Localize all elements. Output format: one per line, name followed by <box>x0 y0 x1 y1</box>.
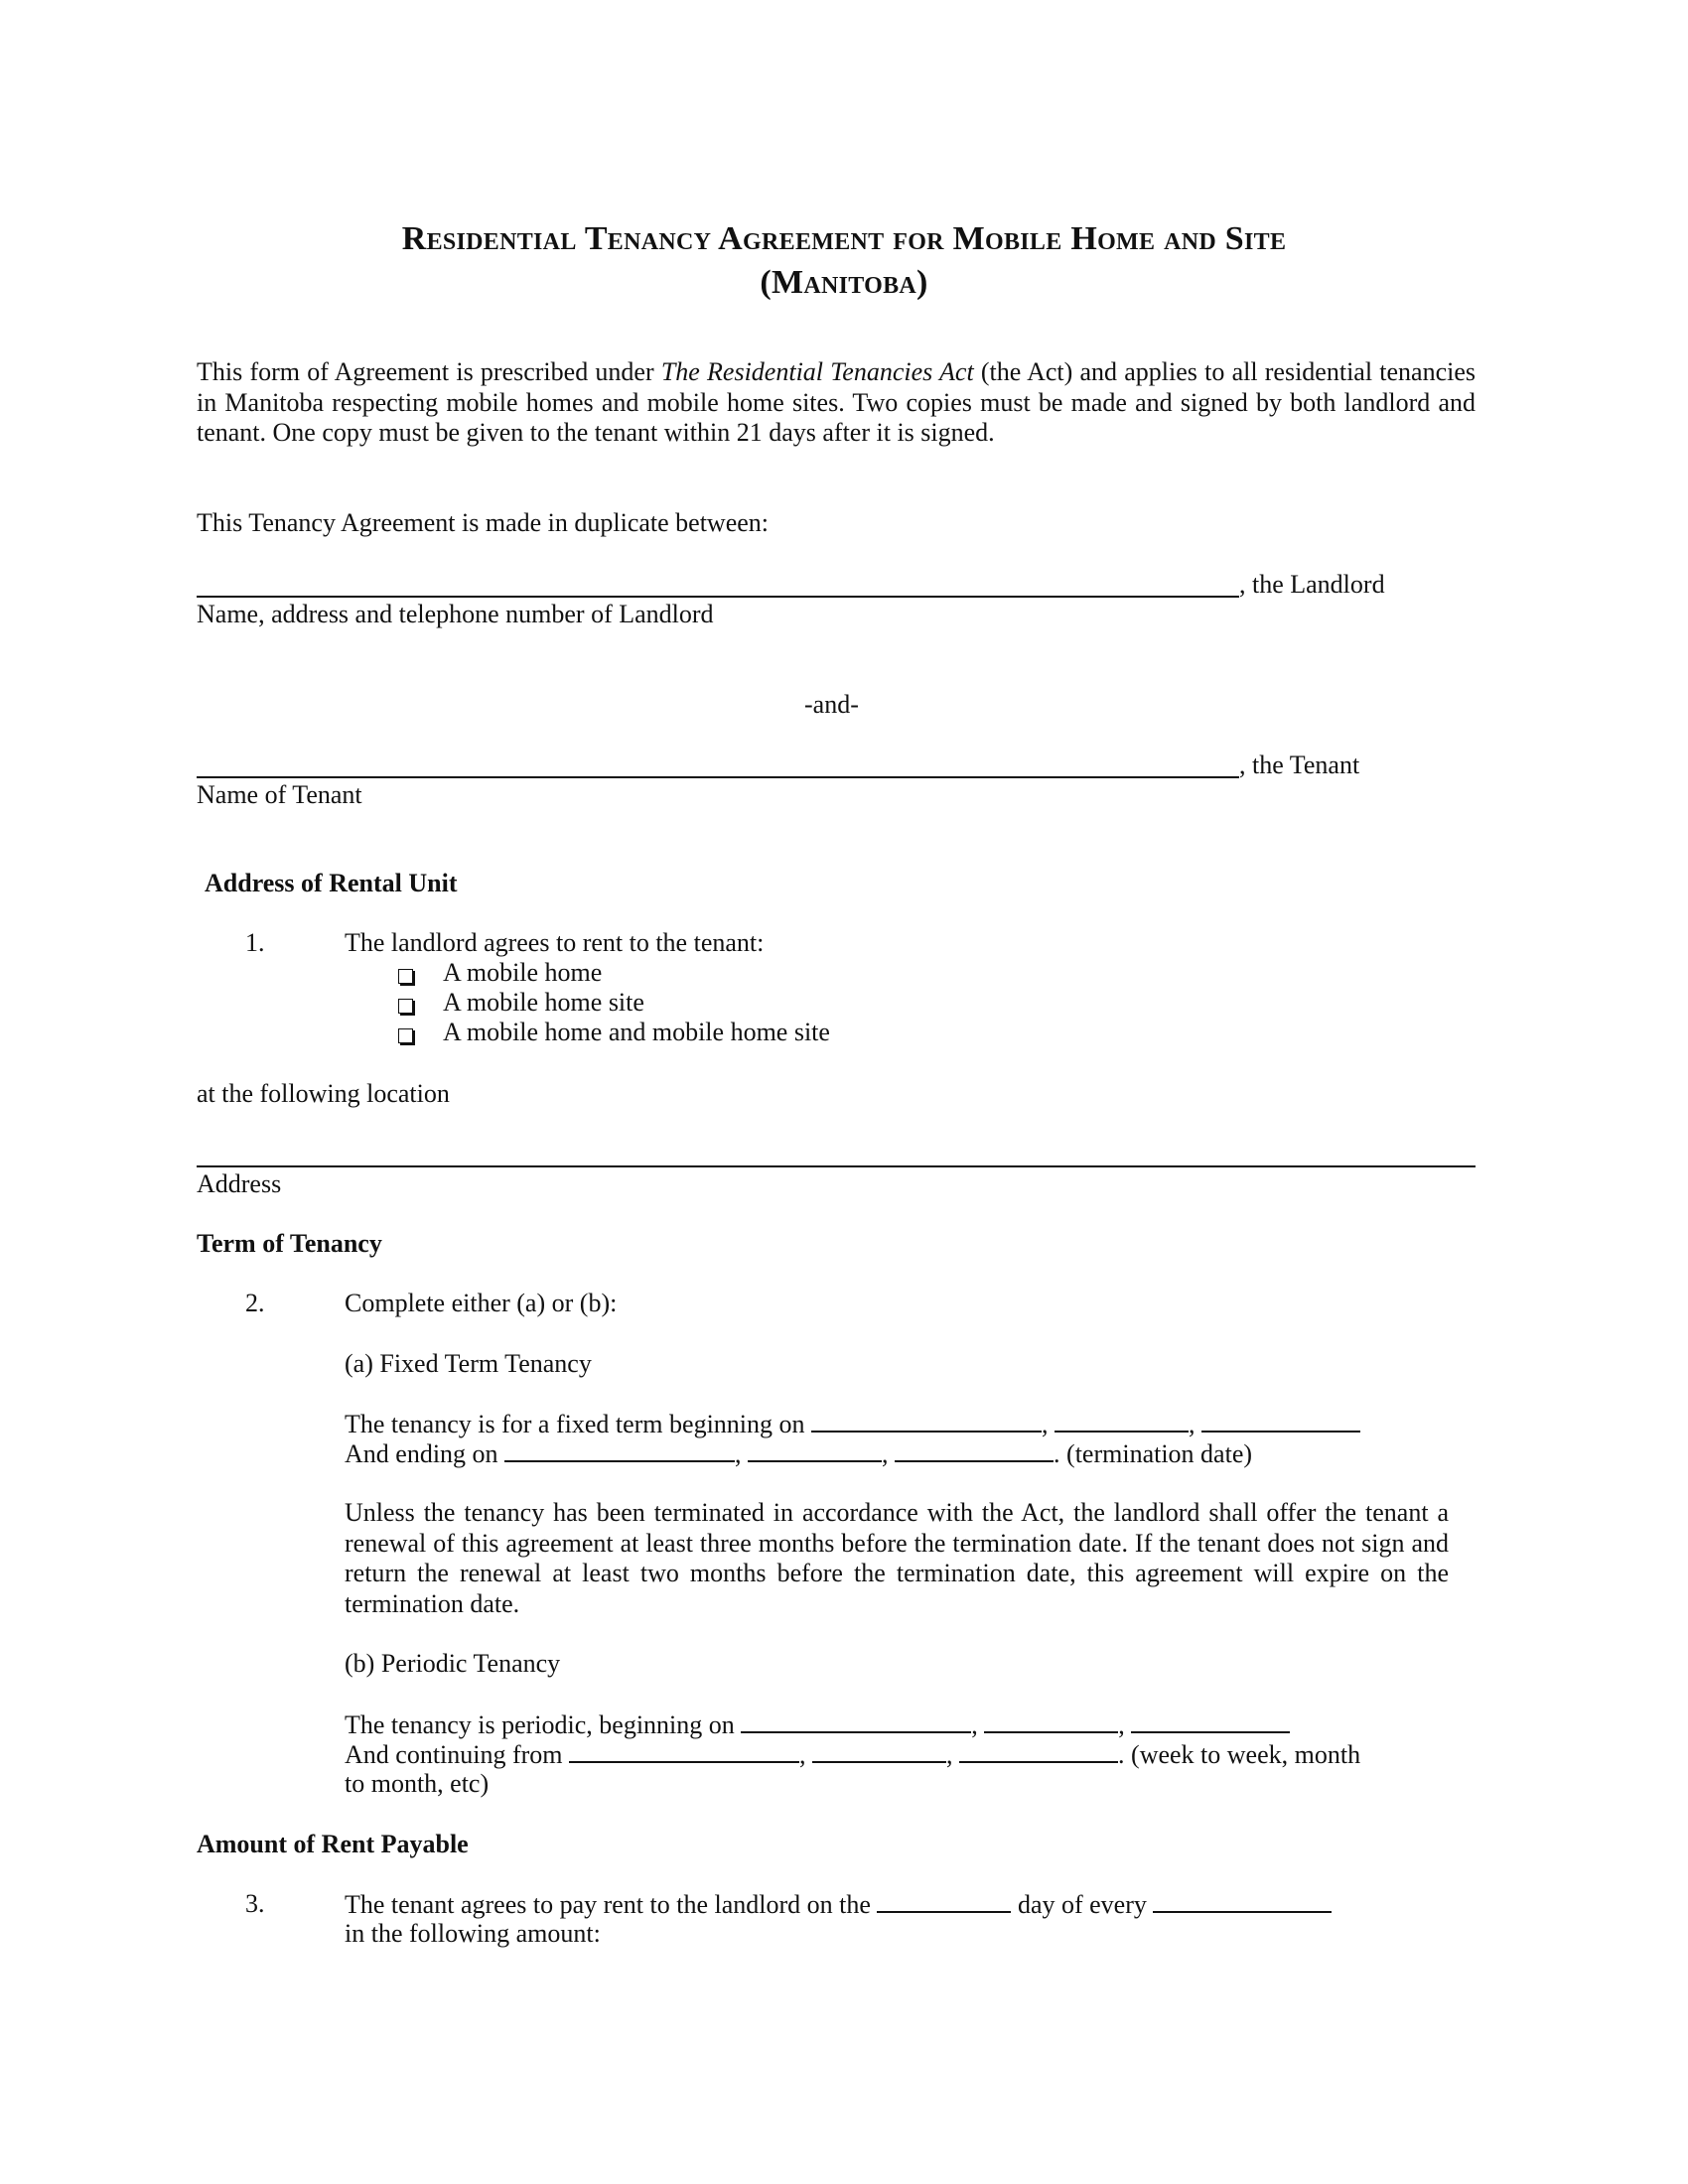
periodic-tenancy-label: (b) Periodic Tenancy <box>345 1649 561 1678</box>
fixed-start-year-field[interactable] <box>1201 1409 1360 1433</box>
tenant-suffix: , the Tenant <box>1239 751 1360 779</box>
fixed-end-day-field[interactable] <box>748 1438 882 1462</box>
item-2-text: Complete either (a) or (b): <box>345 1289 618 1317</box>
address-label: Address <box>197 1169 282 1198</box>
termination-date-note: . (termination date) <box>1054 1439 1253 1468</box>
fixed-end-year-field[interactable] <box>895 1438 1054 1462</box>
periodic-start-line <box>345 1709 1290 1740</box>
checkbox-icon[interactable] <box>398 999 413 1014</box>
periodic-continue-prefix: And continuing from <box>345 1740 563 1769</box>
item-number-1: 1. <box>245 928 265 957</box>
comma: , <box>735 1439 742 1468</box>
periodic-continue-day-field[interactable] <box>812 1739 946 1763</box>
periodic-continue-month-field[interactable] <box>569 1739 799 1763</box>
option-label: A mobile home <box>443 958 603 987</box>
periodic-continue-year-field[interactable] <box>959 1739 1118 1763</box>
landlord-suffix: , the Landlord <box>1239 570 1385 599</box>
section-heading-term: Term of Tenancy <box>197 1229 382 1258</box>
periodic-continue-line <box>345 1739 1360 1770</box>
landlord-label: Name, address and telephone number of Landlord <box>197 600 714 628</box>
rent-line-2: in the following amount: <box>345 1919 601 1948</box>
comma: , <box>946 1740 953 1769</box>
comma: , <box>1042 1410 1049 1438</box>
rent-line <box>345 1889 1332 1920</box>
intro-text-cont: (the Act) and applies to all residential tenancies in Manitoba respecting mobile homes and mobile home sites. Two copies must be made and signed by both landlord and tenant. One copy must be given to the tenant within 21 days after it is signed. <box>197 357 1476 447</box>
fixed-start-day-field[interactable] <box>1055 1409 1189 1433</box>
fixed-end-month-field[interactable] <box>504 1438 735 1462</box>
location-text: at the following location <box>197 1079 450 1108</box>
period-note-cont: to month, etc) <box>345 1769 490 1798</box>
intro-text: This form of Agreement is prescribed under <box>197 357 661 386</box>
act-name: The Residential Tenancies Act <box>660 357 974 386</box>
periodic-start-prefix: The tenancy is periodic, beginning on <box>345 1710 735 1739</box>
fixed-start-prefix: The tenancy is for a fixed term beginning on <box>345 1410 805 1438</box>
fixed-term-label: (a) Fixed Term Tenancy <box>345 1349 592 1378</box>
tenant-field[interactable] <box>197 776 1239 778</box>
and-separator: -and- <box>804 690 859 719</box>
comma: , <box>882 1439 889 1468</box>
item-1-text: The landlord agrees to rent to the tenant: <box>345 928 765 957</box>
address-field[interactable] <box>197 1165 1476 1167</box>
section-heading-rent: Amount of Rent Payable <box>197 1830 469 1858</box>
periodic-start-month-field[interactable] <box>741 1709 971 1733</box>
made-between-text: This Tenancy Agreement is made in duplicate between: <box>197 508 770 537</box>
comma: , <box>971 1710 978 1739</box>
document-subtitle: (Manitoba) <box>760 264 928 301</box>
option-label: A mobile home site <box>443 988 644 1017</box>
renewal-paragraph: Unless the tenancy has been terminated in accordance with the Act, the landlord shall offer the tenant a renewal of this agreement at least three months before the termination date. If the tenant does not sign and return the renewal at least two months before the termination date, this agreement will expire on the termination date. <box>345 1498 1449 1618</box>
comma: , <box>799 1740 806 1769</box>
periodic-start-day-field[interactable] <box>984 1709 1118 1733</box>
checkbox-icon[interactable] <box>398 969 413 984</box>
fixed-term-start-line <box>345 1409 1360 1439</box>
document-title: Residential Tenancy Agreement for Mobile Home and Site <box>401 220 1287 257</box>
fixed-term-end-line <box>345 1438 1252 1469</box>
comma: , <box>1189 1410 1196 1438</box>
period-note: . (week to week, month <box>1118 1740 1361 1769</box>
rent-period-field[interactable] <box>1153 1889 1332 1913</box>
rent-middle: day of every <box>1017 1890 1147 1919</box>
item-number-3: 3. <box>245 1889 265 1918</box>
section-heading-address: Address of Rental Unit <box>205 869 458 897</box>
comma: , <box>1118 1710 1125 1739</box>
checkbox-icon[interactable] <box>398 1028 413 1043</box>
option-label: A mobile home and mobile home site <box>443 1018 830 1046</box>
intro-paragraph <box>197 357 1476 449</box>
fixed-end-prefix: And ending on <box>345 1439 498 1468</box>
fixed-start-month-field[interactable] <box>811 1409 1042 1433</box>
rent-prefix: The tenant agrees to pay rent to the landlord on the <box>345 1890 871 1919</box>
rent-day-field[interactable] <box>877 1889 1011 1913</box>
periodic-start-year-field[interactable] <box>1131 1709 1290 1733</box>
tenant-label: Name of Tenant <box>197 780 362 809</box>
item-number-2: 2. <box>245 1289 265 1317</box>
landlord-field[interactable] <box>197 596 1239 598</box>
